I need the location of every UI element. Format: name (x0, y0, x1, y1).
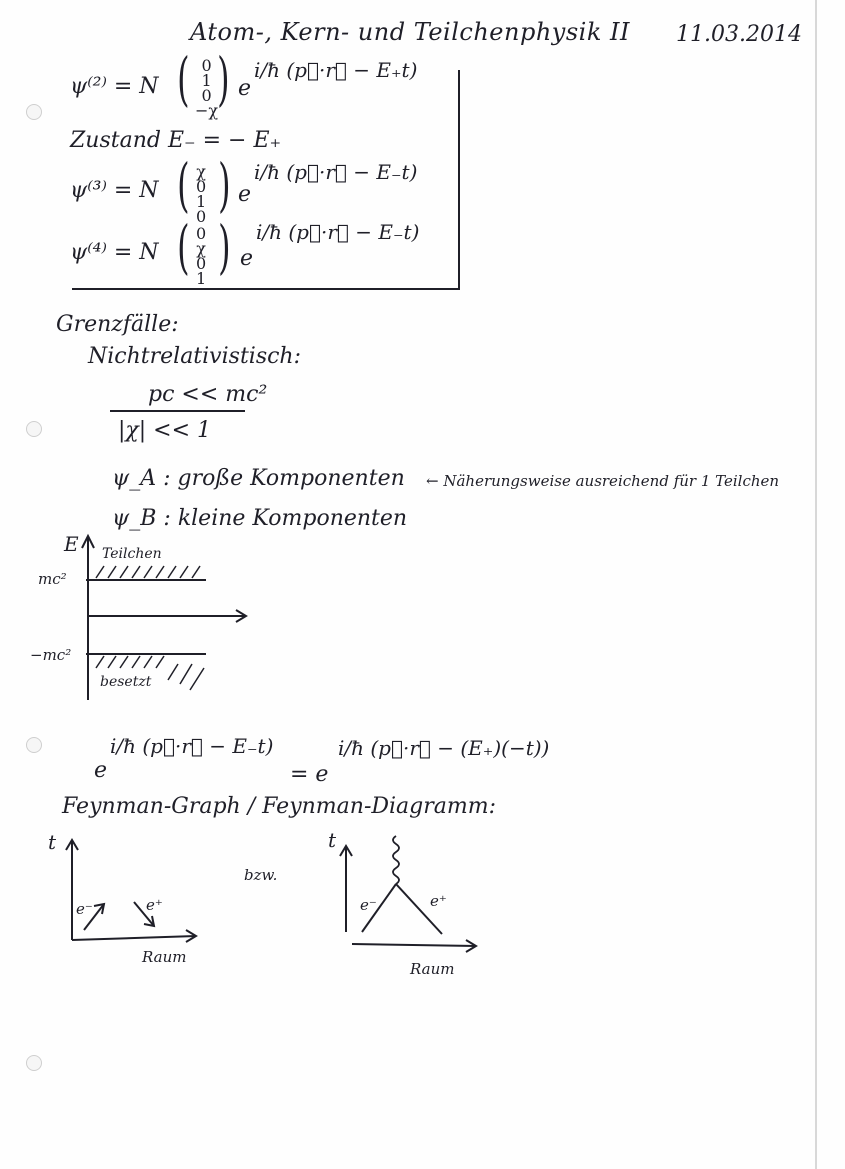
feynman-heading: Feynman-Graph / Feynman-Diagramm: (62, 794, 497, 819)
left-space-label: Raum (142, 948, 187, 966)
right-electron-label: e⁻ (360, 896, 377, 914)
right-positron-label: e⁺ (430, 892, 447, 910)
vector-entry: 1 (196, 192, 207, 211)
paren-open: ( (177, 213, 190, 281)
connector-label: bzw. (244, 866, 278, 884)
vector-entry: 0 (201, 86, 212, 105)
paren-close: ) (218, 213, 231, 281)
vector-entry: 1 (196, 269, 207, 288)
left-time-label: t (48, 830, 57, 854)
psi3-exp-base: e (238, 182, 252, 207)
right-time-label: t (328, 828, 337, 852)
psi-a-note: ← Näherungsweise ausreichend für 1 Teilchen (426, 472, 780, 490)
zustand-line: Zustand E₋ = − E₊ (70, 128, 282, 153)
exp-left-base: e (94, 758, 108, 783)
right-space-label: Raum (410, 960, 455, 978)
exp-equals: = e (290, 762, 329, 787)
psi2-exponent: i/ħ (p⃗·r⃗ − E₊t) (254, 58, 418, 82)
psi2-lhs: ψ⁽²⁾ = N (70, 74, 159, 99)
page-title: Atom-, Kern- und Teilchenphysik II (190, 18, 630, 46)
psi4-exponent: i/ħ (p⃗·r⃗ − E₋t) (256, 220, 420, 244)
vector-entry: −χ (195, 101, 219, 120)
exp-right-exponent: i/ħ (p⃗·r⃗ − (E₊)(−t)) (338, 736, 550, 760)
condition-pc: pc << mc² (148, 382, 268, 407)
left-electron-label: e⁻ (76, 900, 93, 918)
page-date: 11.03.2014 (676, 22, 802, 47)
limits-heading: Grenzfälle: (56, 312, 179, 337)
vector-entry: 0 (196, 254, 207, 273)
psi-a-line: ψ_A : große Komponenten (112, 466, 405, 491)
vector-entry: 0 (201, 56, 212, 75)
vector-entry: 0 (196, 224, 207, 243)
paren-close: ) (218, 151, 231, 219)
energy-axis-label: E (64, 532, 79, 556)
vector-entry: 0 (196, 177, 207, 196)
psi4-exp-base: e (240, 246, 254, 271)
besetzt-label: besetzt (100, 674, 152, 690)
exp-left-exponent: i/ħ (p⃗·r⃗ − E₋t) (110, 734, 274, 758)
psi-b-line: ψ_B : kleine Komponenten (112, 506, 408, 531)
vector-entry: χ (196, 239, 206, 258)
vector-entry: 1 (201, 71, 212, 90)
psi4-lhs: ψ⁽⁴⁾ = N (70, 240, 159, 265)
left-positron-label: e⁺ (146, 896, 163, 914)
vector-entry: χ (196, 162, 206, 181)
upper-level-label: mc² (38, 570, 67, 588)
paren-open: ( (177, 45, 190, 113)
paren-close: ) (217, 45, 230, 113)
nonrel-heading: Nichtrelativistisch: (88, 344, 302, 369)
psi3-lhs: ψ⁽³⁾ = N (70, 178, 159, 203)
vector-entry: 0 (196, 207, 207, 226)
lower-level-label: −mc² (30, 646, 72, 664)
psi2-exp-base: e (238, 76, 252, 101)
condition-chi: |χ| << 1 (118, 418, 212, 443)
paren-open: ( (177, 151, 190, 219)
psi3-exponent: i/ħ (p⃗·r⃗ − E₋t) (254, 160, 418, 184)
teilchen-label: Teilchen (102, 546, 162, 562)
